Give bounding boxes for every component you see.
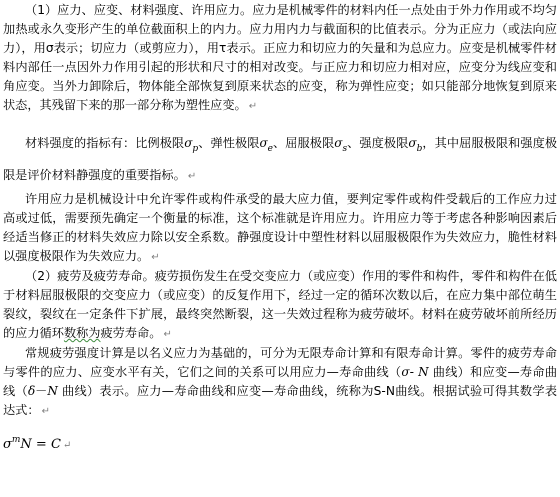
paragraph-allowable-stress: 许用应力是机械设计中允许零件或构件承受的最大应力值，要判定零件或构件受载后的工作应力过高或过低，需要预先确定一个衡量的标准，这个标准就是许用应力。许用应力等于考虑各种影响因素后经适当修正的材料失效应力除以安全系数。静强度设计中塑性材料以屈服极限作为失效应力，脆性材料以强度极限作为失效应力。 ↵ [3, 192, 557, 263]
sigma-p-symbol: $\sigma_p$ [184, 136, 199, 154]
paragraph-strength-indices: 材料强度的指标有：比例极限$\sigma_p$、弹性极限$\sigma_e$、屈服极限$\sigma_s$、强度极限$\sigma_b$，其中屈服极限和强度极限是评价材料静强度的重要指标。 ↵ [3, 136, 558, 182]
sigma-s-symbol: $\sigma_s$ [334, 136, 348, 154]
paragraph-mark: ↵ [151, 252, 160, 263]
paragraph-mark: ↵ [187, 171, 197, 182]
sigma-e-symbol: $\sigma_e$ [259, 136, 273, 154]
paragraph-mark: ↵ [248, 101, 258, 112]
sigma-b-symbol: $\sigma_b$ [408, 136, 423, 154]
paragraph-fatigue: （2）疲劳及疲劳寿命。疲劳损伤发生在受交变应力（或应变）作用的零件和构件，零件和构件在低于材料屈服极限的交变应力（或应变）的反复作用下，经过一定的循环次数以后，在应力集中部位萌生裂纹，裂纹在一定条件下扩展，最终突然断裂，这一失效过程称为疲劳破坏。材料在疲劳破坏前所经历的应力循环数称为疲劳寿命。 ↵ [3, 269, 557, 340]
paragraph-fatigue-calculation: 常规疲劳强度计算是以名义应力为基础的，可分为无限寿命计算和有限寿命计算。零件的疲劳寿命与零件的应力、应变水平有关，它们之间的关系可以用应力—寿命曲线（σ- N 曲线）和应变—寿命曲线（δ－N 曲线）表示。应力—寿命曲线和应变—寿命曲线，统称为S-N曲线。根据试验可得其数学表达式： ↵ [3, 346, 558, 417]
paragraph-mark: ↵ [62, 440, 72, 451]
paragraph-mark: ↵ [41, 406, 50, 417]
sn-equation: $\sigma^mN = C$ ↵ [3, 435, 72, 452]
paragraph-stress-definition: （1）应力、应变、材料强度、许用应力。应力是机械零件的材料内任一点处由于外力作用或不均匀加热或永久变形产生的单位截面积上的内力。应力用内力与截面积的比值表示。分为正应力（或法向应力），用σ表示；切应力（或剪应力），用τ表示。正应力和切应力的矢量和为总应力。应变是机械零件材料内部任一点因外力作用引起的形状和尺寸的相对改变。与正应力和切应力相对应，应变分为线应变和角应变。当外力卸除后，物体能全部恢复到原来状态的应变，称为弹性应变；如只能部分地恢复到原来状态，其残留下来的那一部分称为塑性应变。 ↵ [3, 3, 557, 112]
document-body [3, 0, 557, 455]
paragraph-mark: ↵ [163, 329, 172, 340]
